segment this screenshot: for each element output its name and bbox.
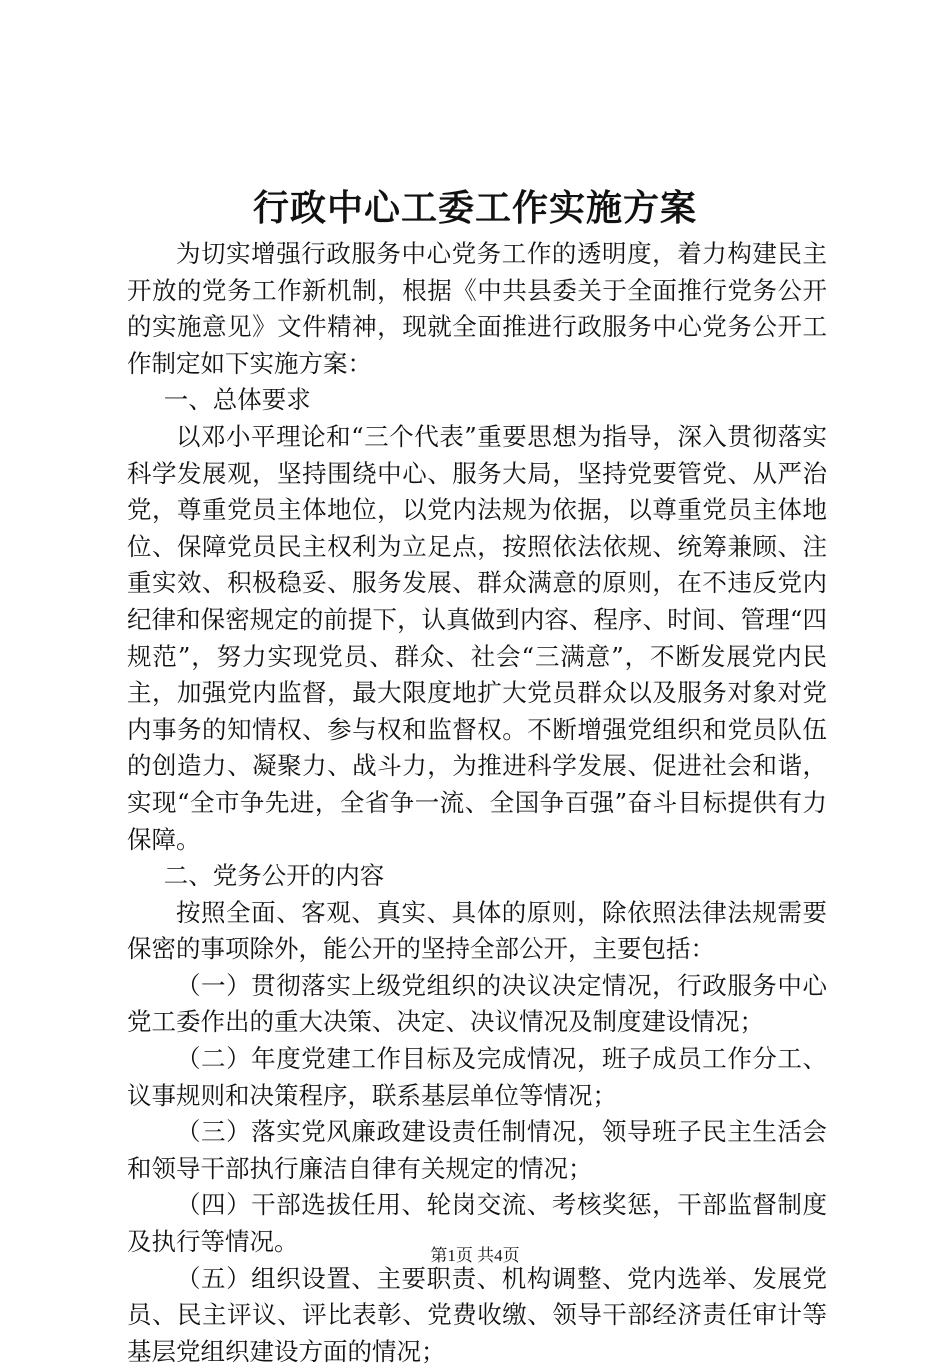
- document-title: 行政中心工委工作实施方案: [252, 187, 697, 229]
- general-requirements-paragraph: 以邓小平理论和“三个代表”重要思想为指导，深入贯彻落实科学发展观，坚持围绕中心、服务大局，坚持党要管党、从严治党，尊重党员主体地位，以党内法规为依据，以尊重党员主体地位、保障党员民主权利为立足点，按照依法依规、统筹兼顾、注重实效、积极稳妥、服务发展、群众满意的原则，在不违反党内纪律和保密规定的前提下，认真做到内容、程序、时间、管理“四规范”，努力实现党员、群众、社会“三满意”，不断发展党内民主，加强党内监督，最大限度地扩大党员群众以及服务对象对党内事务的知情权、参与权和监督权。不断增强党组织和党员队伍的创造力、凝聚力、战斗力，为推进科学发展、促进社会和谐，实现“全市争先进，全省争一流、全国争百强”奋斗目标提供有力保障。: [127, 421, 827, 854]
- list-item: （一）贯彻落实上级党组织的决议决定情况，行政服务中心党工委作出的重大决策、决定、决议情况及制度建设情况；: [127, 970, 827, 1037]
- section-heading-general-requirements: 一、总体要求: [163, 385, 311, 415]
- list-item: （四）干部选拔任用、轮岗交流、考核奖惩，干部监督制度及执行等情况。: [127, 1190, 827, 1257]
- page-number-footer: 第1页 共4页: [430, 1246, 520, 1265]
- intro-paragraph: 为切实增强行政服务中心党务工作的透明度，着力构建民主开放的党务工作新机制，根据《中共县委关于全面推行党务公开的实施意见》文件精神，现就全面推进行政服务中心党务公开工作制定如下实施方案：: [127, 239, 827, 378]
- document-body: [127, 236, 827, 1370]
- section-heading-disclosure-content: 二、党务公开的内容: [163, 861, 385, 891]
- disclosure-content-paragraph: 按照全面、客观、真实、具体的原则，除依照法律法规需要保密的事项除外，能公开的坚持全部公开，主要包括：: [127, 897, 827, 964]
- list-item: （三）落实党风廉政建设责任制情况，领导班子民主生活会和领导干部执行廉洁自律有关规定的情况；: [127, 1117, 827, 1183]
- list-item: （二）年度党建工作目标及完成情况，班子成员工作分工、议事规则和决策程序，联系基层单位等情况；: [127, 1044, 827, 1110]
- list-item: （五）组织设置、主要职责、机构调整、党内选举、发展党员、民主评议、评比表彰、党费收缴、领导干部经济责任审计等基层党组织建设方面的情况；: [127, 1263, 827, 1366]
